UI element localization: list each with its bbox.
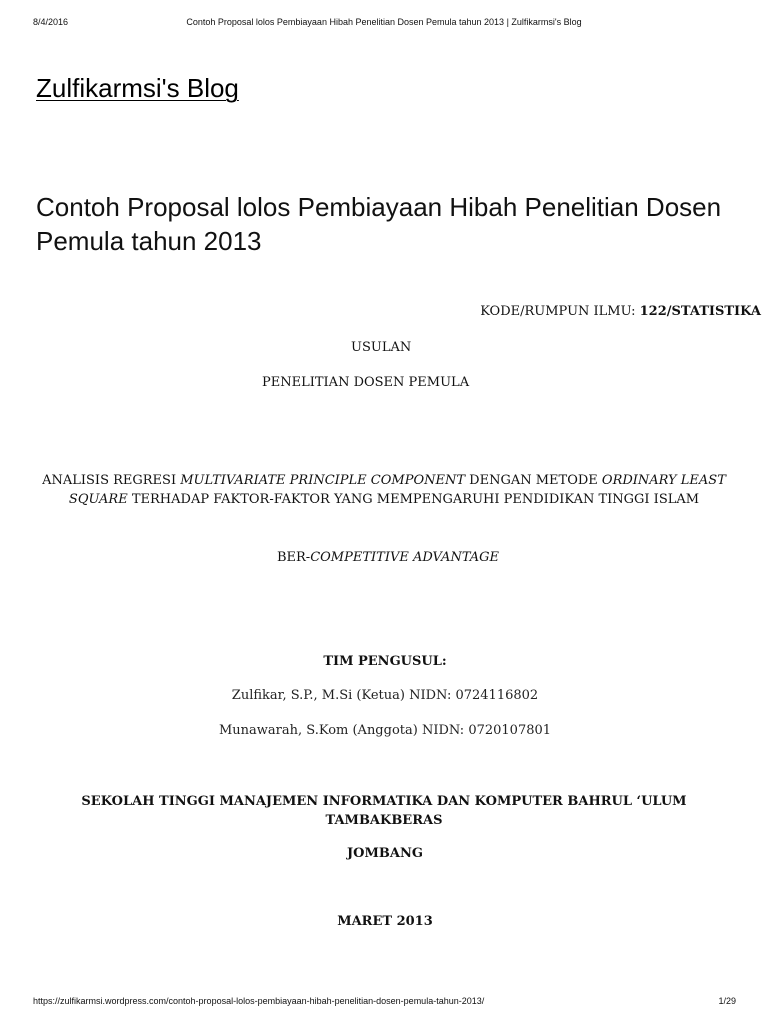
tim-pengusul-label: TIM PENGUSUL: (323, 654, 447, 669)
kode-value: 122/STATISTIKA (639, 304, 761, 319)
member-ketua: Zulfikar, S.P., M.Si (Ketua) NIDN: 0724116802 (231, 688, 539, 703)
judul-penelitian (24, 471, 744, 509)
kode-label: KODE/RUMPUN ILMU: (480, 304, 640, 319)
judul-part-2: DENGAN METODE (465, 473, 602, 488)
tanggal-proposal: MARET 2013 (337, 914, 433, 929)
member-anggota: Munawarah, S.Kom (Anggota) NIDN: 0720107801 (218, 723, 552, 738)
blog-title-link[interactable]: Zulfikarmsi's Blog (36, 73, 239, 103)
judul-italic-1: MULTIVARIATE PRINCIPLE COMPONENT (180, 473, 466, 488)
judul-subtitle (0, 550, 768, 565)
judul-part-3: TERHADAP FAKTOR-FAKTOR YANG MEMPENGARUHI PENDIDIKAN TINGGI ISLAM (127, 492, 700, 507)
kode-rumpun-ilmu (480, 304, 761, 319)
print-date: 8/4/2016 (33, 17, 69, 27)
kota-name: JOMBANG (347, 846, 423, 861)
judul-part-1: ANALISIS REGRESI (42, 473, 181, 488)
print-page-number: 1/29 (718, 996, 736, 1006)
ber-prefix: BER- (276, 550, 311, 565)
ber-italic: COMPETITIVE ADVANTAGE (310, 550, 500, 565)
print-url: https://zulfikarmsi.wordpress.com/contoh-proposal-lolos-pembiayaan-hibah-penelitian-dosen-pemula-tahun-2013/ (33, 996, 485, 1006)
judul-italic-2: ORDINARY LEAST SQUARE (68, 473, 726, 507)
jenis-penelitian: PENELITIAN DOSEN PEMULA (262, 375, 470, 390)
institusi-name: SEKOLAH TINGGI MANAJEMEN INFORMATIKA DAN KOMPUTER BAHRUL ‘ULUM TAMBAKBERAS (81, 794, 687, 828)
print-page-title: Contoh Proposal lolos Pembiayaan Hibah Penelitian Dosen Pemula tahun 2013 | Zulfikarmsi's Blog (186, 17, 582, 27)
post-title: Contoh Proposal lolos Pembiayaan Hibah Penelitian Dosen Pemula tahun 2013 (36, 192, 722, 256)
usulan-heading: USULAN (351, 340, 412, 355)
